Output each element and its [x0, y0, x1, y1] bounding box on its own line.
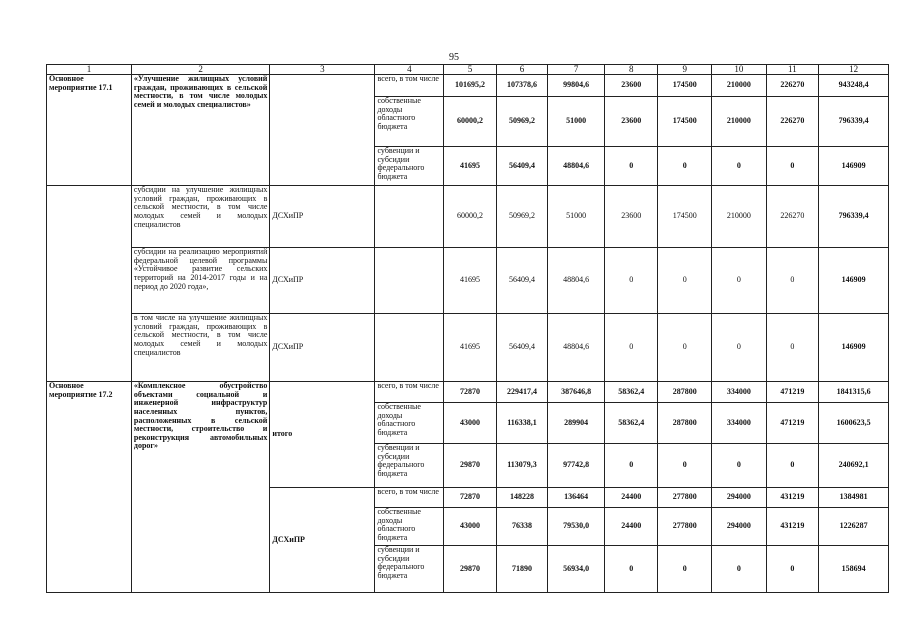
- value-cell: 277800: [658, 488, 712, 508]
- value-cell: 101695,2: [444, 75, 497, 97]
- table-row: [47, 314, 889, 382]
- header-row: [47, 65, 889, 75]
- executor: ДСХиПР: [270, 186, 375, 248]
- value-cell: 43000: [444, 508, 497, 546]
- measure-title: «Комплексное обустройство объектами социальной и инженерной инфраструктур населенных пунктов, расположенных в сельской местности, строительство и реконструкция автомобильных дорог»: [131, 382, 269, 593]
- value-cell: 294000: [712, 488, 767, 508]
- value-cell: 158694: [819, 546, 889, 593]
- col-header: 1: [47, 65, 132, 75]
- funding-source: всего, в том числе: [375, 75, 444, 97]
- value-cell: 0: [766, 147, 819, 186]
- value-cell: 76338: [496, 508, 548, 546]
- value-cell: 29870: [444, 546, 497, 593]
- value-cell: 72870: [444, 488, 497, 508]
- value-cell: 334000: [712, 382, 767, 403]
- value-cell: 210000: [712, 97, 767, 147]
- value-cell: 0: [604, 248, 658, 314]
- executor: ДСХиПР: [270, 248, 375, 314]
- table-row: [47, 248, 889, 314]
- value-cell: 431219: [766, 508, 819, 546]
- measure-name: Основное мероприятие 17.1: [47, 75, 132, 186]
- table-row: [47, 186, 889, 248]
- value-cell: 50969,2: [496, 97, 548, 147]
- value-cell: 277800: [658, 508, 712, 546]
- value-cell: 287800: [658, 382, 712, 403]
- measure-name: Основное мероприятие 17.2: [47, 382, 132, 593]
- value-cell: 210000: [712, 186, 767, 248]
- value-cell: 0: [712, 546, 767, 593]
- value-cell: 226270: [766, 97, 819, 147]
- value-cell: 99804,6: [548, 75, 605, 97]
- value-cell: 23600: [604, 186, 658, 248]
- value-cell: 107378,6: [496, 75, 548, 97]
- value-cell: 240692,1: [819, 444, 889, 488]
- value-cell: 334000: [712, 403, 767, 444]
- measure-title: «Улучшение жилищных условий граждан, проживающих в сельской местности, в том числе молодых семей и молодых специалистов»: [131, 75, 269, 186]
- value-cell: 56409,4: [496, 147, 548, 186]
- value-cell: 0: [604, 314, 658, 382]
- value-cell: 0: [712, 147, 767, 186]
- value-cell: 0: [712, 248, 767, 314]
- value-cell: 48804,6: [548, 147, 605, 186]
- value-cell: 56409,4: [496, 248, 548, 314]
- subsidy-description: субсидии на реализацию мероприятий федеральной целевой программы «Устойчивое развитие сельских территорий на 2014-2017 годы и на период до 2020 года»,: [131, 248, 269, 314]
- value-cell: 146909: [819, 248, 889, 314]
- col-header: 10: [712, 65, 767, 75]
- value-cell: 24400: [604, 488, 658, 508]
- value-cell: 1226287: [819, 508, 889, 546]
- funding-source: субвенции и субсидии федерального бюджета: [375, 546, 444, 593]
- value-cell: 431219: [766, 488, 819, 508]
- value-cell: 58362,4: [604, 382, 658, 403]
- table-row: [47, 382, 889, 403]
- executor-cell: [270, 75, 375, 186]
- value-cell: 0: [658, 314, 712, 382]
- funding-source: субвенции и субсидии федерального бюджета: [375, 147, 444, 186]
- value-cell: 226270: [766, 75, 819, 97]
- empty-cell: [375, 186, 444, 248]
- col-header: 4: [375, 65, 444, 75]
- page-number: 95: [449, 52, 459, 63]
- value-cell: 51000: [548, 97, 605, 147]
- funding-source: всего, в том числе: [375, 382, 444, 403]
- value-cell: 0: [604, 546, 658, 593]
- value-cell: 1841315,6: [819, 382, 889, 403]
- value-cell: 0: [658, 147, 712, 186]
- value-cell: 41695: [444, 314, 497, 382]
- col-header: 5: [444, 65, 497, 75]
- value-cell: 97742,8: [548, 444, 605, 488]
- col-header: 6: [496, 65, 548, 75]
- value-cell: 1600623,5: [819, 403, 889, 444]
- value-cell: 60000,2: [444, 97, 497, 147]
- value-cell: 72870: [444, 382, 497, 403]
- value-cell: 0: [604, 147, 658, 186]
- empty-cell: [375, 314, 444, 382]
- value-cell: 146909: [819, 147, 889, 186]
- value-cell: 943248,4: [819, 75, 889, 97]
- value-cell: 41695: [444, 248, 497, 314]
- value-cell: 471219: [766, 403, 819, 444]
- funding-source: субвенции и субсидии федерального бюджета: [375, 444, 444, 488]
- funding-source: собственные доходы областного бюджета: [375, 403, 444, 444]
- value-cell: 48804,6: [548, 314, 605, 382]
- value-cell: 43000: [444, 403, 497, 444]
- value-cell: 48804,6: [548, 248, 605, 314]
- value-cell: 148228: [496, 488, 548, 508]
- value-cell: 0: [766, 546, 819, 593]
- value-cell: 229417,4: [496, 382, 548, 403]
- value-cell: 23600: [604, 75, 658, 97]
- col-header: 3: [270, 65, 375, 75]
- value-cell: 174500: [658, 75, 712, 97]
- value-cell: 0: [658, 546, 712, 593]
- value-cell: 174500: [658, 186, 712, 248]
- value-cell: 0: [658, 248, 712, 314]
- value-cell: 51000: [548, 186, 605, 248]
- value-cell: 0: [766, 314, 819, 382]
- value-cell: 796339,4: [819, 97, 889, 147]
- col-header: 11: [766, 65, 819, 75]
- value-cell: 23600: [604, 97, 658, 147]
- value-cell: 210000: [712, 75, 767, 97]
- value-cell: 796339,4: [819, 186, 889, 248]
- value-cell: 0: [766, 444, 819, 488]
- value-cell: 58362,4: [604, 403, 658, 444]
- value-cell: 146909: [819, 314, 889, 382]
- budget-table: [46, 64, 889, 593]
- value-cell: 71890: [496, 546, 548, 593]
- value-cell: 136464: [548, 488, 605, 508]
- value-cell: 0: [766, 248, 819, 314]
- col-header: 2: [131, 65, 269, 75]
- value-cell: 1384981: [819, 488, 889, 508]
- col-header: 7: [548, 65, 605, 75]
- value-cell: 287800: [658, 403, 712, 444]
- value-cell: 174500: [658, 97, 712, 147]
- subsidy-description: субсидии на улучшение жилищных условий граждан, проживающих в сельской местности, в том числе молодых семей и молодых специалистов: [131, 186, 269, 248]
- empty-cell: [375, 248, 444, 314]
- value-cell: 387646,8: [548, 382, 605, 403]
- value-cell: 79530,0: [548, 508, 605, 546]
- value-cell: 116338,1: [496, 403, 548, 444]
- executor: ДСХиПР: [270, 488, 375, 593]
- value-cell: 0: [712, 314, 767, 382]
- value-cell: 24400: [604, 508, 658, 546]
- table-row: [47, 75, 889, 97]
- col-header: 12: [819, 65, 889, 75]
- col-header: 9: [658, 65, 712, 75]
- funding-source: собственные доходы областного бюджета: [375, 97, 444, 147]
- value-cell: 0: [658, 444, 712, 488]
- value-cell: 226270: [766, 186, 819, 248]
- executor: итого: [270, 382, 375, 488]
- value-cell: 113079,3: [496, 444, 548, 488]
- value-cell: 56934,0: [548, 546, 605, 593]
- funding-source: собственные доходы областного бюджета: [375, 508, 444, 546]
- col-header: 8: [604, 65, 658, 75]
- value-cell: 56409,4: [496, 314, 548, 382]
- value-cell: 289904: [548, 403, 605, 444]
- empty-cell: [47, 186, 132, 382]
- value-cell: 29870: [444, 444, 497, 488]
- value-cell: 0: [604, 444, 658, 488]
- value-cell: 60000,2: [444, 186, 497, 248]
- value-cell: 41695: [444, 147, 497, 186]
- subsidy-description: в том числе на улучшение жилищных условий граждан, проживающих в сельской местности, в том числе молодых семей и молодых специалистов: [131, 314, 269, 382]
- executor: ДСХиПР: [270, 314, 375, 382]
- value-cell: 50969,2: [496, 186, 548, 248]
- funding-source: всего, в том числе: [375, 488, 444, 508]
- value-cell: 0: [712, 444, 767, 488]
- value-cell: 471219: [766, 382, 819, 403]
- value-cell: 294000: [712, 508, 767, 546]
